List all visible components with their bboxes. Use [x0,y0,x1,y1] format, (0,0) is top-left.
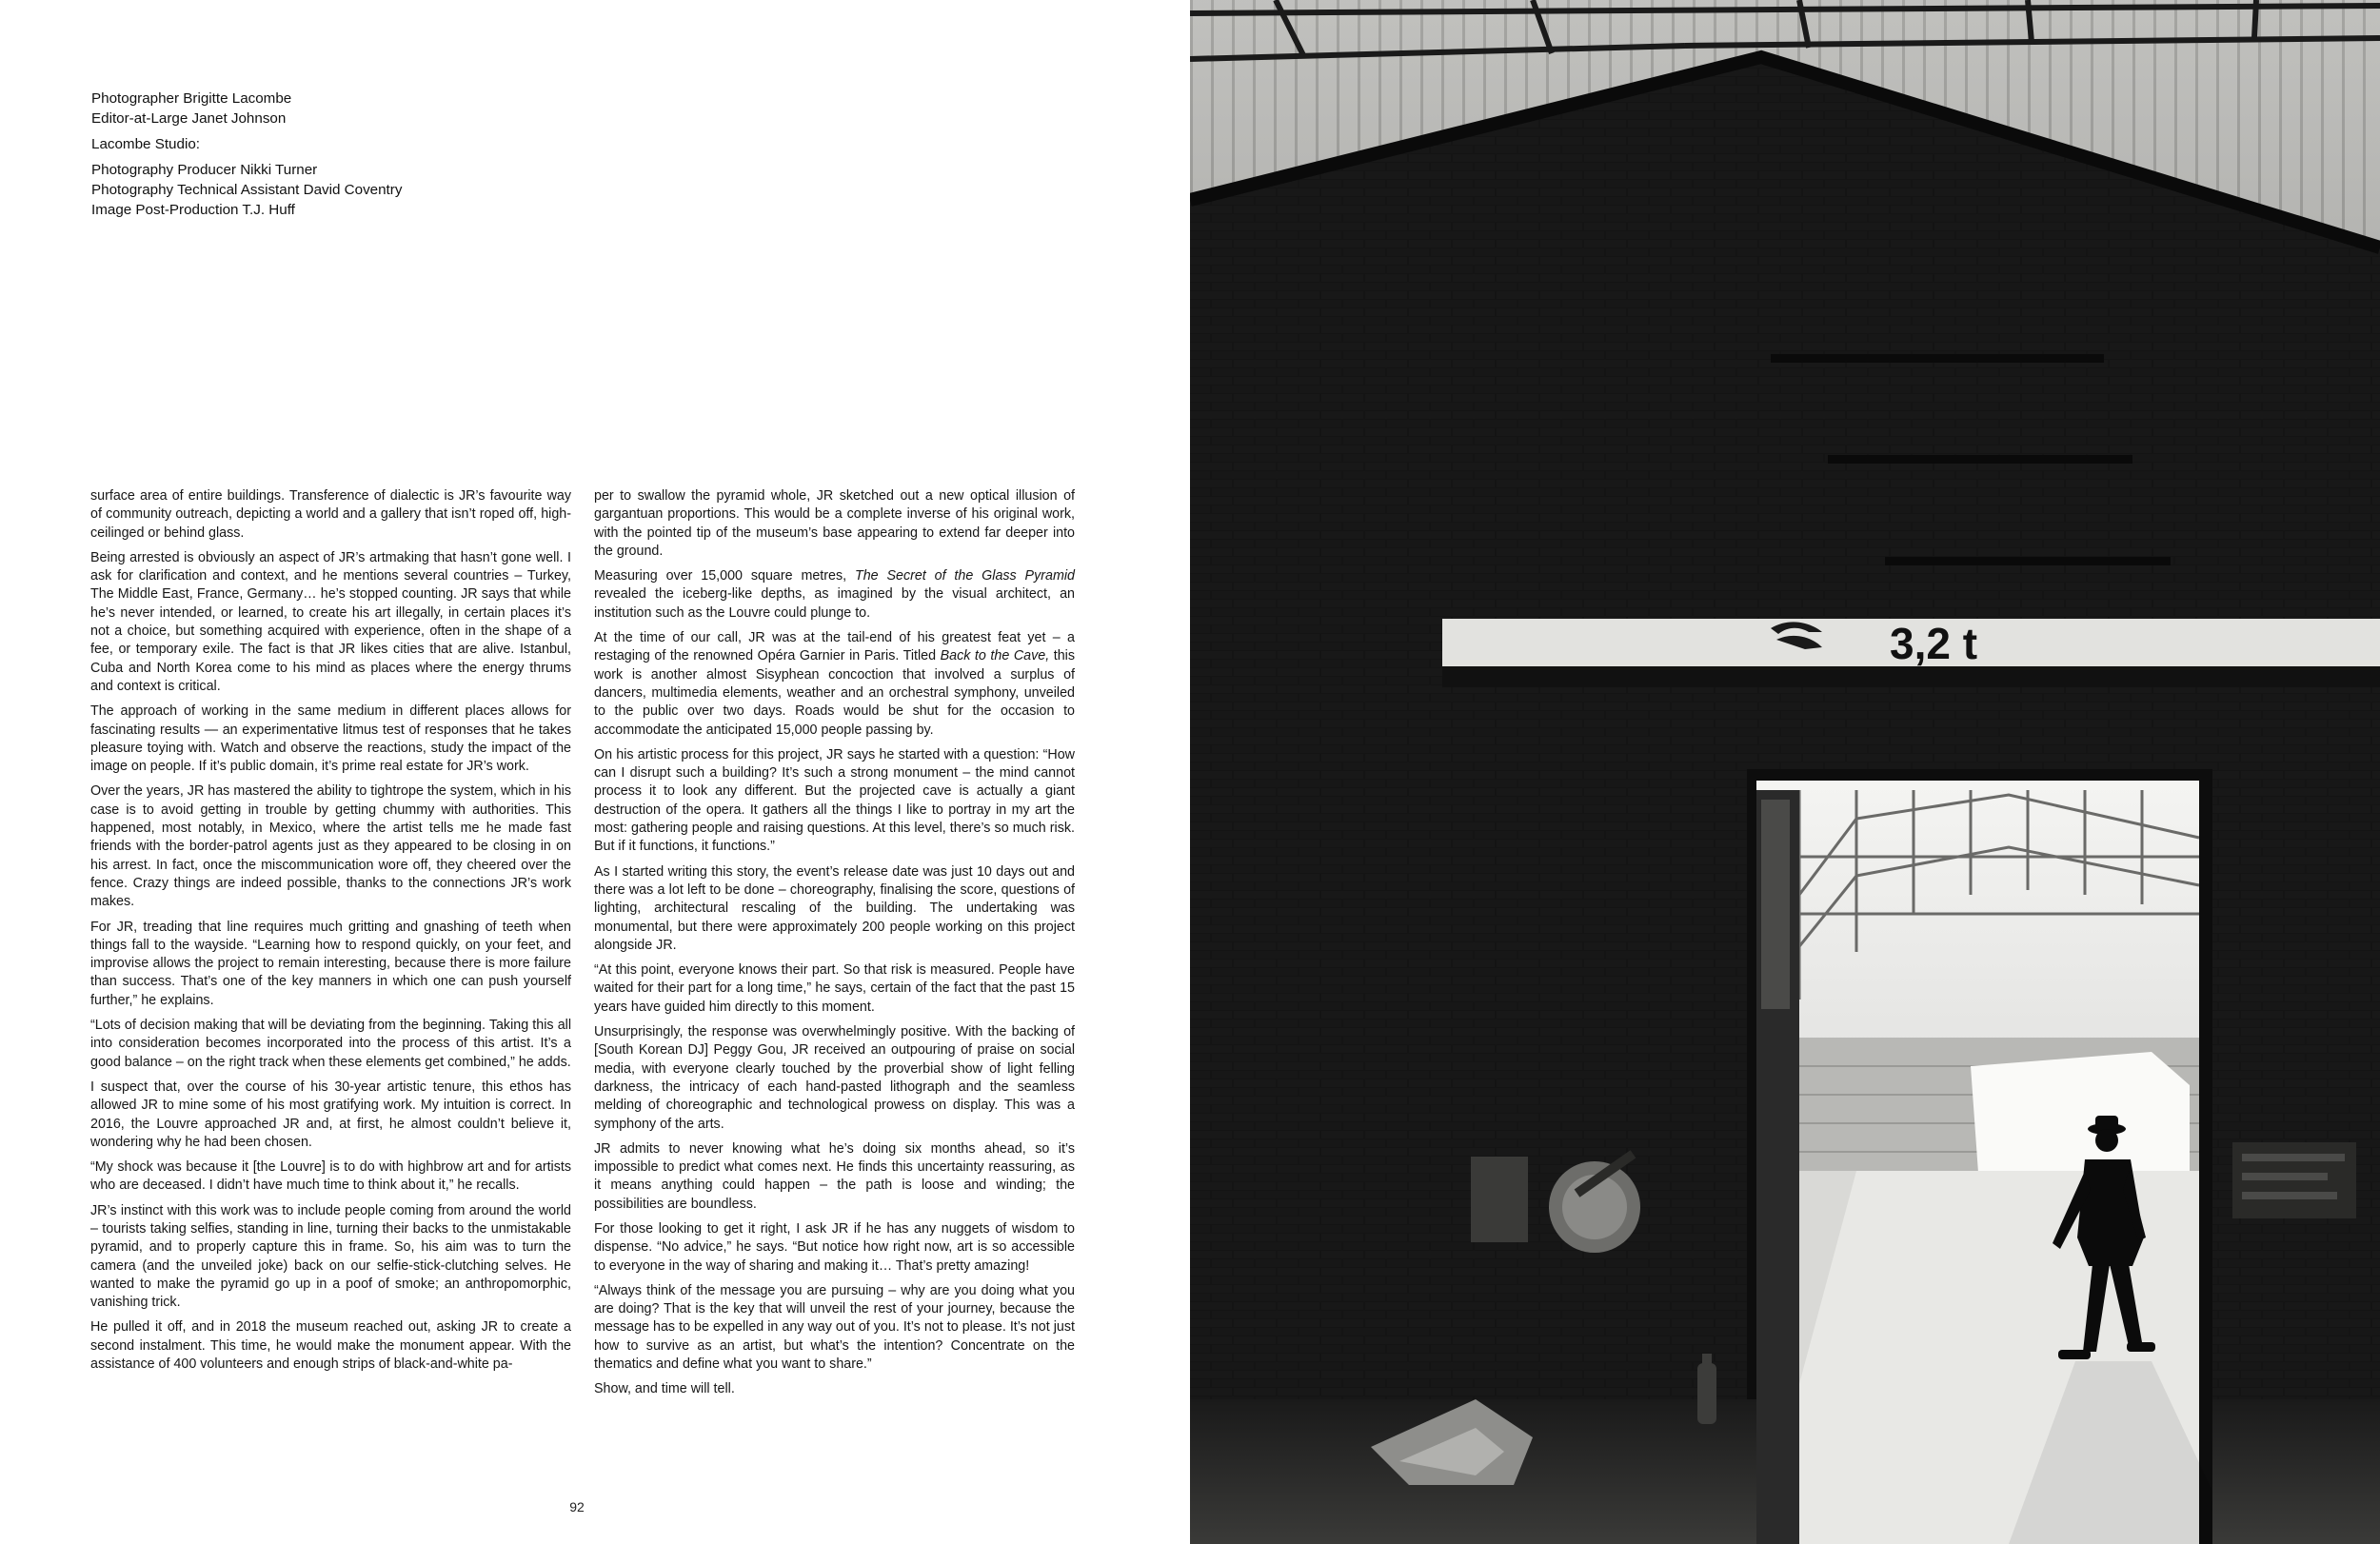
paragraph: I suspect that, over the course of his 30-year artistic tenure, this ethos has allowed JR to mine some of his most gratifying work. My intuition is correct. In 2016, the Louvre approached JR and, at first, he almost couldn’t believe it, wondering why he had been chosen. [90,1079,571,1150]
artwork-title: The Secret of the Glass Pyramid [854,568,1075,584]
photo-credits [91,89,625,220]
paragraph: “Always think of the message you are pursuing – why are you doing what you are doing? That is the key that will unveil the rest of your journey, because the message has to be expelled in any way out of you. It’s not to please. It’s not just how to survive as an artist, but what’s the intention? Concentrate on the thematics and define what you want to share.” [594,1282,1075,1373]
paragraph: “At this point, everyone knows their part. So that risk is measured. People have waited for their part for a long time,” he says, certain of the fact that the past 15 years have guided him directly to this moment. [594,962,1075,1015]
paragraph: For JR, treading that line requires much gritting and gnashing of teeth when things fall to the wayside. “Learning how to respond quickly, on your feet, and improvise allows the project to remain interesting, because there is more failure than success. That’s one of the key manners in which one can push yourself further,” he explains. [90,919,571,1008]
paragraph-text: At the time of our call, JR was at the tail-end of his greatest feat yet – a restaging of the renowned Opéra Garnier in Paris. Titled [594,630,1075,664]
photograph-warehouse-doorway [1190,0,2380,1544]
page-number: 92 [569,1499,585,1514]
credit-photographer: Photographer Brigitte Lacombe [91,90,292,107]
paragraph: Being arrested is obviously an aspect of JR’s artmaking that hasn’t gone well. I ask for clarification and context, and he mentions several countries – Turkey, The Middle East, France, Germany… he’s stopped counting. JR says that while he’s never intended, or learned, to create his art illegally, in certain places it’s not a choice, but something acquired with experience, often in the shape of a fee, or temporary exile. The fact is that JR likes cities that are alive. Istanbul, Cuba and North Korea come to his mind as places where the energy thrums and context is critical. [90,549,571,694]
credit-producer: Photography Producer Nikki Turner [91,162,318,178]
artwork-title: Back to the Cave, [940,648,1050,664]
paragraph: surface area of entire buildings. Transference of dialectic is JR’s favourite way of community outreach, depicting a world and a gallery that isn’t roped off, high-ceilinged or behind glass. [90,488,571,541]
paragraph: JR’s instinct with this work was to include people coming from around the world – tourists taking selfies, standing in line, turning their backs to the unmistakable pyramid, and to properly capture this in frame. So, his aim was to turn the camera (and the unveiled joke) back on our selfie-stick-clutching selves. He wanted to make the pyramid go up in a poof of smoke; an anthropomorphic, vanishing trick. [90,1202,571,1311]
beam-load-label: 3,2 t [1890,619,1978,668]
wall-poster [1471,1157,1528,1242]
paragraph: Over the years, JR has mastered the ability to tightrope the system, which in his case is to avoid getting in trouble by getting chummy with authorities. This happened, most notably, in Mexico, where the artist tells me he made fast friends with the border-patrol agents just as they appeared to be closing in on his arrest. In fact, once the miscommunication wore off, they cheered over the fence. Crazy things are indeed possible, thanks to the connections JR’s work makes. [90,783,571,910]
paragraph-text: revealed the iceberg-like depths, as imagined by the visual architect, an institution such as the Louvre could plunge to. [594,586,1075,621]
paragraph: On his artistic process for this project, JR says he started with a question: “How can I disrupt such a building? It’s such a strong monument – the mind cannot process it to look any different. But the projected cave is actually a giant destruction of the opera. It gathers all the things I like to portray in my art the most: gathering people and raising questions. At this level, there’s so much risk. But if it functions, it functions.” [594,746,1075,855]
photo-illustration [1190,0,2380,1544]
credit-technical-assistant: Photography Technical Assistant David Coventry [91,182,403,198]
paragraph: Show, and time will tell. [594,1381,735,1397]
credit-editor: Editor-at-Large Janet Johnson [91,110,287,127]
paragraph [594,567,1075,623]
paragraph: Unsurprisingly, the response was overwhelmingly positive. With the backing of [South Korean DJ] Peggy Gou, JR received an outpouring of praise on social media, with everyone clearly touched by the proverbial show of light felling darkness, the intricacy of each hand-pasted lithograph and the seamless melding of choreographic and technological prowess on display. This was a symphony of the arts. [594,1024,1075,1132]
paragraph: JR admits to never knowing what he’s doing six months ahead, so it’s impossible to predict what comes next. He finds this uncertainty reassuring, as it means anything could happen – the path is loose and winding; the possibilities are boundless. [594,1140,1075,1212]
fire-extinguisher [1697,1363,1716,1424]
paragraph: The approach of working in the same medium in different places allows for fascinating results — an experimentative litmus test of responses that he takes pleasure toying with. Watch and observe the reactions, study the impact of the image on people. If it’s public domain, it’s prime real estate for JR’s work. [90,703,571,775]
paragraph-text: Measuring over 15,000 square metres, [594,568,855,584]
credit-studio: Lacombe Studio: [91,136,200,152]
paragraph: As I started writing this story, the event’s release date was just 10 days out and there was a lot left to be done – choreography, finalising the score, questions of lighting, architectural rescaling of the building. The undertaking was monumental, but there were approximately 200 people working on this project alongside JR. [594,863,1075,953]
credit-post-production: Image Post-Production T.J. Huff [91,202,295,218]
paragraph [594,629,1075,740]
article-column-right [594,487,1075,1406]
paragraph: He pulled it off, and in 2018 the museum reached out, asking JR to create a second instalment. This time, he would make the monument appear. With the assistance of 400 volunteers and enough strips of black-and-white pa- [90,1319,571,1373]
paragraph: per to swallow the pyramid whole, JR sketched out a new optical illusion of gargantuan proportions. This would be a complete inverse of his original work, with the pointed tip of the museum’s base appearing to extend far deeper into the ground. [594,488,1075,559]
article-column-left [90,487,571,1380]
paragraph: “Lots of decision making that will be deviating from the beginning. Taking this all into consideration becomes incorporated into the process of this artist. It’s a good balance – on the right track when these elements get combined,” he adds. [90,1018,571,1070]
paragraph: “My shock was because it [the Louvre] is to do with highbrow art and for artists who are deceased. I didn’t have much time to think about it,” he recalls. [90,1159,571,1194]
paragraph: For those looking to get it right, I ask JR if he has any nuggets of wisdom to dispense. “No advice,” he says. “But notice how right now, art is so accessible to everyone in the way of sharing and making it… That’s pretty amazing! [594,1220,1075,1274]
paragraph-text: this work is another almost Sisyphean concoction that involved a surplus of dancers, multimedia elements, weather and an orchestral symphony, unveiled to the public over two days. Roads would be shut for the occasion to accommodate the anticipated 15,000 people passing by. [594,648,1075,738]
